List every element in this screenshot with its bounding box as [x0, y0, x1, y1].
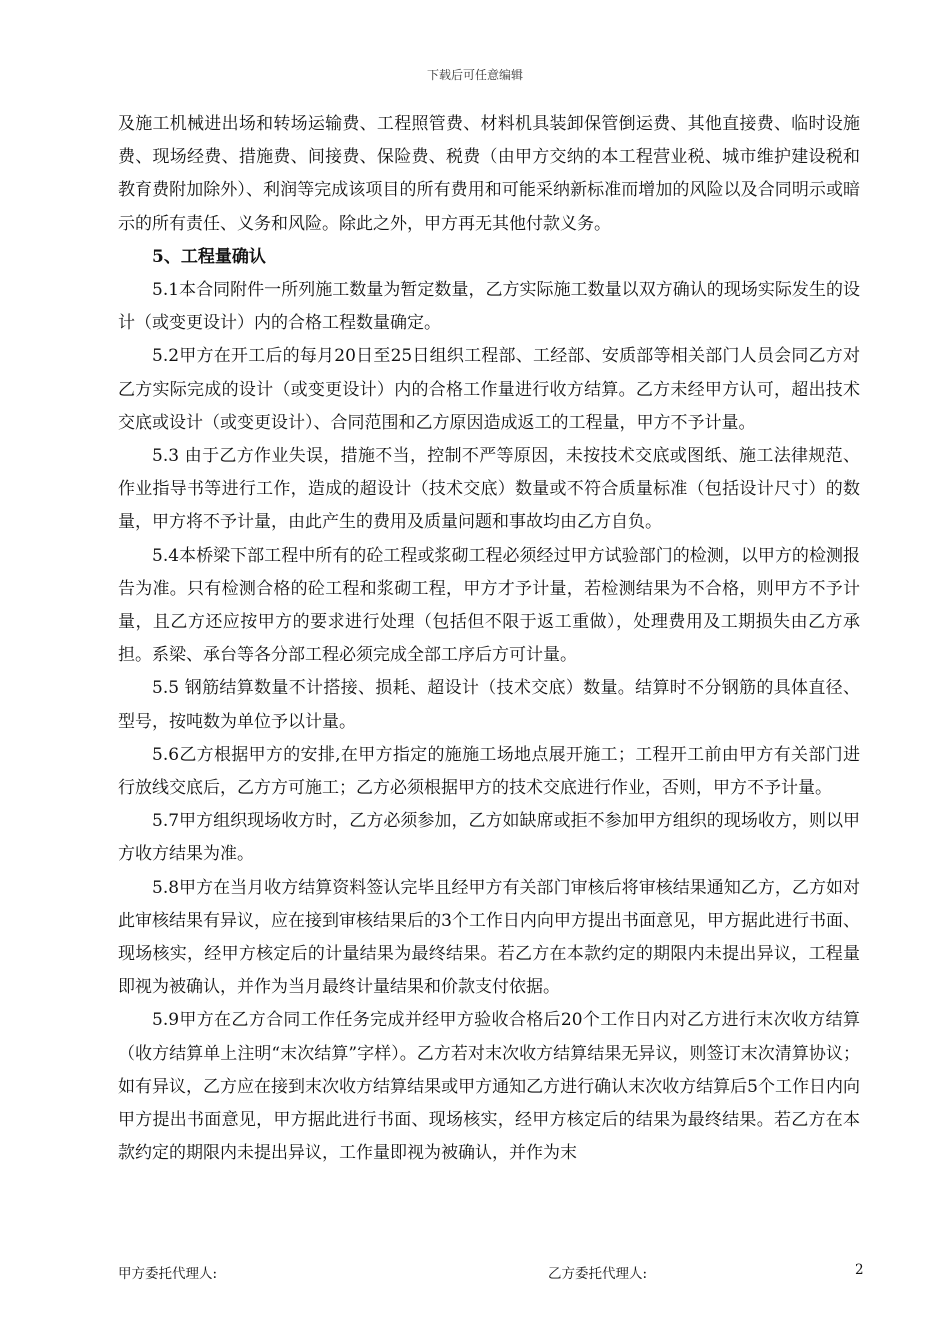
- clause-5-6: 5.6乙方根据甲方的安排,在甲方指定的施施工场地点展开施工；工程开工前由甲方有关部门进行放线交底后，乙方方可施工；乙方必须根据甲方的技术交底进行作业，否则，甲方不予计量。: [118, 744, 860, 799]
- clause-5-7: 5.7甲方组织现场收方时，乙方必须参加，乙方如缺席或拒不参加甲方组织的现场收方，则以甲方收方结果为准。: [118, 811, 860, 865]
- clause-5-3: 5.3 由于乙方作业失误，措施不当，控制不严等原因，未按技术交底或图纸、施工法律规范、作业指导书等进行工作，造成的超设计（技术交底）数量或不符合质量标准（包括设计尺寸）的数量，甲方将不予计量，由此产生的费用及质量问题和事故均由乙方自负。: [118, 446, 860, 533]
- clause-5-5: 5.5 钢筋结算数量不计搭接、损耗、超设计（技术交底）数量。结算时不分钢筋的具体直径、型号，按吨数为单位予以计量。: [118, 678, 860, 732]
- page-header: 下载后可任意编辑: [426, 68, 523, 82]
- clause-5-8: 5.8甲方在当月收方结算资料签认完毕且经甲方有关部门审核后将审核结果通知乙方，乙方如对此审核结果有异议，应在接到审核结果后的3个工作日内向甲方提出书面意见，甲方据此进行书面、现场核实，经甲方核定后的计量结果为最终结果。若乙方在本款约定的期限内未提出异议，工程量即视为被确认，并作为当月最终计量结果和价款支付依据。: [118, 877, 860, 998]
- party-b-agent-label: 乙方委托代理人:: [548, 1266, 648, 1282]
- paragraph-continuation: 及施工机械进出场和转场运输费、工程照管费、材料机具装卸保管倒运费、其他直接费、临时设施费、现场经费、措施费、间接费、保险费、税费（由甲方交纳的本工程营业税、城市维护建设税和教育费附加除外）、利润等完成该项目的所有费用和可能采纳新标准而增加的风险以及合同明示或暗示的所有责任、义务和风险。除此之外，甲方再无其他付款义务。: [118, 114, 860, 234]
- clause-5-9: 5.9甲方在乙方合同工作任务完成并经甲方验收合格后20个工作日内对乙方进行末次收方结算（收方结算单上注明“末次结算”字样）。乙方若对末次收方结算结果无异议，则签订末次清算协议；如有异议，乙方应在接到末次收方结算结果或甲方通知乙方进行确认末次收方结算后5个工作日内向甲方提出书面意见，甲方据此进行书面、现场核实，经甲方核定后的结果为最终结果。若乙方在本款约定的期限内未提出异议，工作量即视为被确认，并作为末: [118, 1010, 860, 1164]
- party-a-agent-label: 甲方委托代理人:: [118, 1266, 218, 1282]
- page-number: 2: [855, 1262, 864, 1278]
- clause-5-4: 5.4本桥梁下部工程中所有的砼工程或浆砌工程必须经过甲方试验部门的检测，以甲方的检测报告为准。只有检测合格的砼工程和浆砌工程，甲方才予计量，若检测结果为不合格，则甲方不予计量，且乙方还应按甲方的要求进行处理（包括但不限于返工重做），处理费用及工期损失由乙方承担。系梁、承台等各分部工程必须完成全部工序后方可计量。: [118, 545, 860, 666]
- clause-5-1: 5.1本合同附件一所列施工数量为暂定数量，乙方实际施工数量以双方确认的现场实际发生的设计（或变更设计）内的合格工程数量确定。: [118, 280, 860, 334]
- page-footer: [0, 1262, 950, 1286]
- section-title: 5、工程量确认: [152, 246, 266, 267]
- document-body: [118, 108, 860, 1171]
- clause-5-2: 5.2甲方在开工后的每月20日至25日组织工程部、工经部、安质部等相关部门人员会同乙方对乙方实际完成的设计（或变更设计）内的合格工作量进行收方结算。乙方未经甲方认可，超出技术交底或设计（或变更设计）、合同范围和乙方原因造成返工的工程量，甲方不予计量。: [118, 346, 860, 433]
